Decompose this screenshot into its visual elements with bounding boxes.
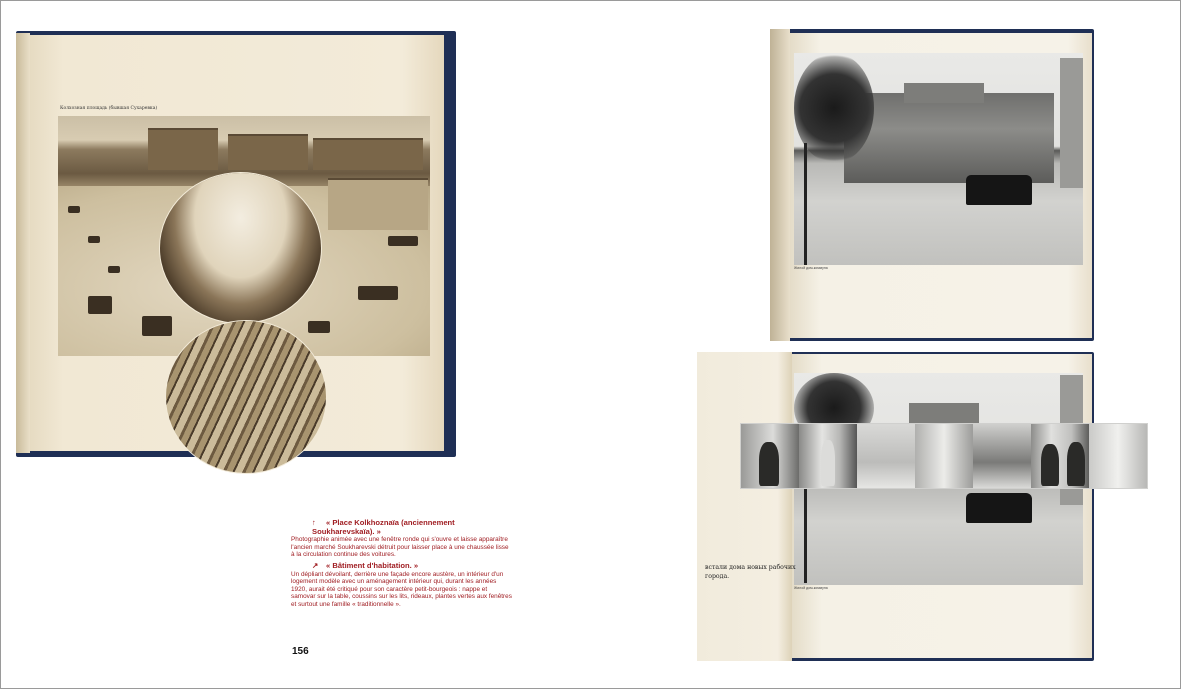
round-market-stalls-photo: [166, 321, 326, 473]
right-bottom-book-left-page: [697, 352, 792, 661]
housing-building-photo: [794, 53, 1083, 265]
building-edge-shape: [1060, 58, 1083, 188]
right-top-photo-caption: Жилой дом-коммуна: [794, 266, 828, 270]
person-figure: [759, 442, 779, 486]
right-bottom-photo-caption: Жилой дом-коммуна: [794, 586, 828, 590]
foldout-panel: [1031, 424, 1089, 488]
foldout-panel: [741, 424, 799, 488]
right-bottom-book-text: встали дома новых рабочих города.: [705, 564, 796, 580]
bus-shape: [388, 236, 418, 246]
caption-1-body: Photographie animée avec une fenêtre ronde qui s'ouvre et laisse apparaître l'ancien marché Soukharevski détruit pour laisser place à une chaussée lisse à la circulation continue des voitures.: [291, 536, 509, 559]
interior-foldout-strip: [740, 423, 1148, 489]
foldout-panel: [799, 424, 857, 488]
foldout-panel: [915, 424, 973, 488]
foldout-panel: [857, 424, 915, 488]
building-top-shape: [904, 83, 984, 103]
building-shape: [844, 93, 1054, 183]
building-shape: [148, 128, 218, 170]
building-shape: [313, 138, 423, 170]
right-top-book-left-page: [770, 29, 790, 341]
foldout-panel: [973, 424, 1031, 488]
car-shape: [108, 266, 120, 273]
automobile-shape: [966, 175, 1032, 205]
person-figure: [821, 440, 835, 486]
round-window-market-photo: [160, 173, 321, 323]
car-shape: [308, 321, 330, 333]
car-shape: [68, 206, 80, 213]
left-book-page-edge: [16, 33, 30, 453]
truck-shape: [358, 286, 398, 300]
caption-2-title: ↗ « Bâtiment d'habitation. »: [312, 560, 419, 570]
left-book-caption: Колхозная площадь (бывшая Сухаревка): [60, 106, 158, 111]
bus-shape: [88, 296, 112, 314]
caption-2-body: Un dépliant dévoilant, derrière une façade encore austère, un intérieur d'un logement modèle avec un aménagement intérieur qui, durant les années 1920, aurait été critiqué pour son caractère petit-bourgeois : nappe et samovar sur la table, coussins sur les lits, rideaux, plantes vertes aux fenêtres et surtout une famille « traditionnelle ».: [291, 570, 512, 608]
person-figure: [1041, 444, 1059, 486]
building-shape: [228, 134, 308, 170]
foldout-panel: [1089, 424, 1147, 488]
person-figure: [1067, 442, 1085, 486]
building-top-shape: [909, 403, 979, 425]
building-shape: [328, 178, 428, 230]
captions-block: [291, 519, 513, 612]
tree-trunk: [804, 143, 807, 265]
arrow-up-icon: ↑: [312, 518, 316, 527]
bus-shape: [142, 316, 172, 336]
caption-1-title: ↑ « Place Kolkhoznaïa (anciennement Soukharevskaïa). »: [312, 518, 455, 536]
car-shape: [88, 236, 100, 243]
page-number: 156: [292, 646, 309, 657]
arrow-up-right-icon: ↗: [312, 560, 319, 570]
automobile-shape: [966, 493, 1032, 523]
